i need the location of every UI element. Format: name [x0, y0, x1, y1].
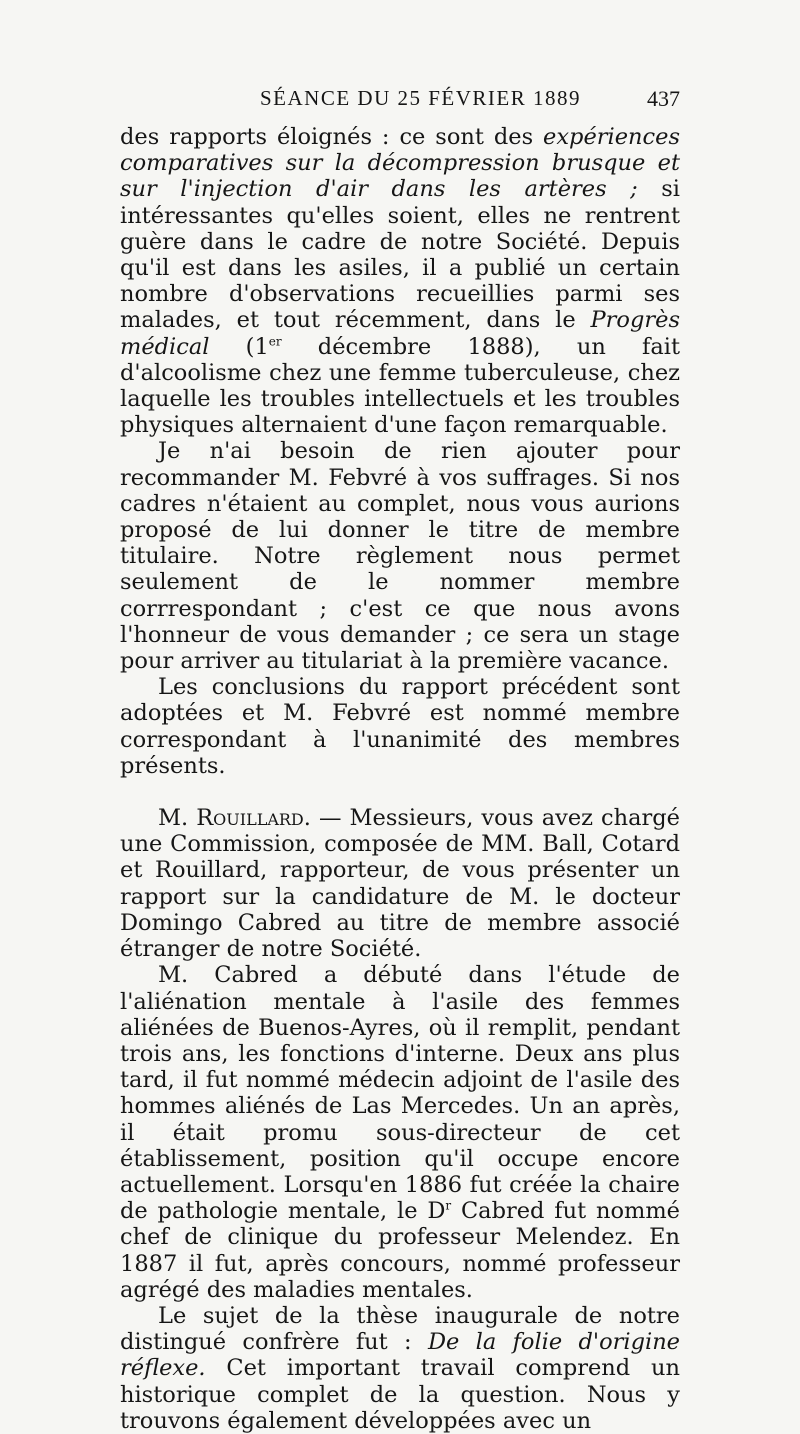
- text-run: décembre 1888), un fait d'alcoolisme chez une femme tuberculeuse, chez laquelle les troubles intellectuels et les troubles physiques alternaient d'une façon remarquable.: [120, 333, 680, 439]
- text-run: Les conclusions du rapport précédent sont adoptées et M. Febvré est nommé membre correspondant à l'unanimité des membres présents.: [120, 674, 680, 779]
- text-run: Le sujet de la thèse inaugurale de notre distingué confrère fut :: [120, 1302, 680, 1356]
- superscript: r: [445, 1198, 452, 1213]
- paragraph: [120, 1303, 680, 1434]
- paragraph: [120, 438, 680, 674]
- superscript: er: [268, 334, 282, 349]
- paragraph: [120, 805, 680, 962]
- text-run: (1: [209, 333, 269, 360]
- body-text: [120, 124, 680, 1434]
- text-run: Je n'ai besoin de rien ajouter pour recommander M. Febvré à vos suffrages. Si nos cadres n'étaient au complet, nous vous aurions proposé de lui donner le titre de membre titulaire. Notre règlement nous permet seulement de le nommer membre corrrespondant ; c'est ce que nous avons l'honneur de vous demander ; ce sera un stage pour arriver au titulariat à la première vacance.: [120, 438, 680, 675]
- italic-text: Progrès médical: [120, 307, 680, 360]
- page-header: [120, 86, 680, 116]
- paragraph: [120, 962, 680, 1303]
- paragraph: [120, 124, 680, 438]
- text-run: M.: [158, 805, 197, 832]
- page-number: 437: [647, 86, 680, 111]
- text-run: M. Cabred a débuté dans l'étude de l'aliénation mentale à l'asile des femmes aliénées de Buenos-Ayres, où il remplit, pendant trois ans, les fonctions d'interne. Deux ans plus tard, il fut nommé médecin adjoint de l'asile des hommes aliénés de Las Mercedes. Un an après, il était promu sous-directeur de cet établissement, position qu'il occupe encore actuellement. Lorsqu'en 1886 fut créée la chaire de pathologie mentale, le D: [120, 962, 680, 1225]
- text-run: si intéressantes qu'elles soient, elles ne rentrent guère dans le cadre de notre Société. Depuis qu'il est dans les asiles, il a publié un certain nombre d'observations recueillies parmi ses malades, et tout récemment, dans le: [120, 176, 680, 334]
- text-run: Cet important travail comprend un historique complet de la question. Nous y trouvons également développées avec un: [120, 1355, 680, 1434]
- text-run: Cabred fut nommé chef de clinique du professeur Melendez. En 1887 il fut, après concours, nommé professeur agrégé des maladies mentales.: [120, 1198, 680, 1303]
- text-run: . — Messieurs, vous avez chargé une Commission, composée de MM. Ball, Cotard et Rouillard, rapporteur, de vous présenter un rapport sur la candidature de M. le docteur Domingo Cabred au titre de membre associé étranger de notre Société.: [120, 805, 681, 963]
- italic-text: expériences comparatives sur la décompression brusque et sur l'injection d'air dans les artères ;: [120, 124, 680, 203]
- running-title: SÉANCE DU 25 FÉVRIER 1889: [260, 86, 582, 110]
- text-run: des rapports éloignés : ce sont des: [120, 124, 544, 150]
- paragraph: [120, 674, 680, 779]
- speaker-name: Rouillard: [196, 805, 304, 832]
- italic-text: De la folie d'origine réflexe.: [120, 1329, 680, 1382]
